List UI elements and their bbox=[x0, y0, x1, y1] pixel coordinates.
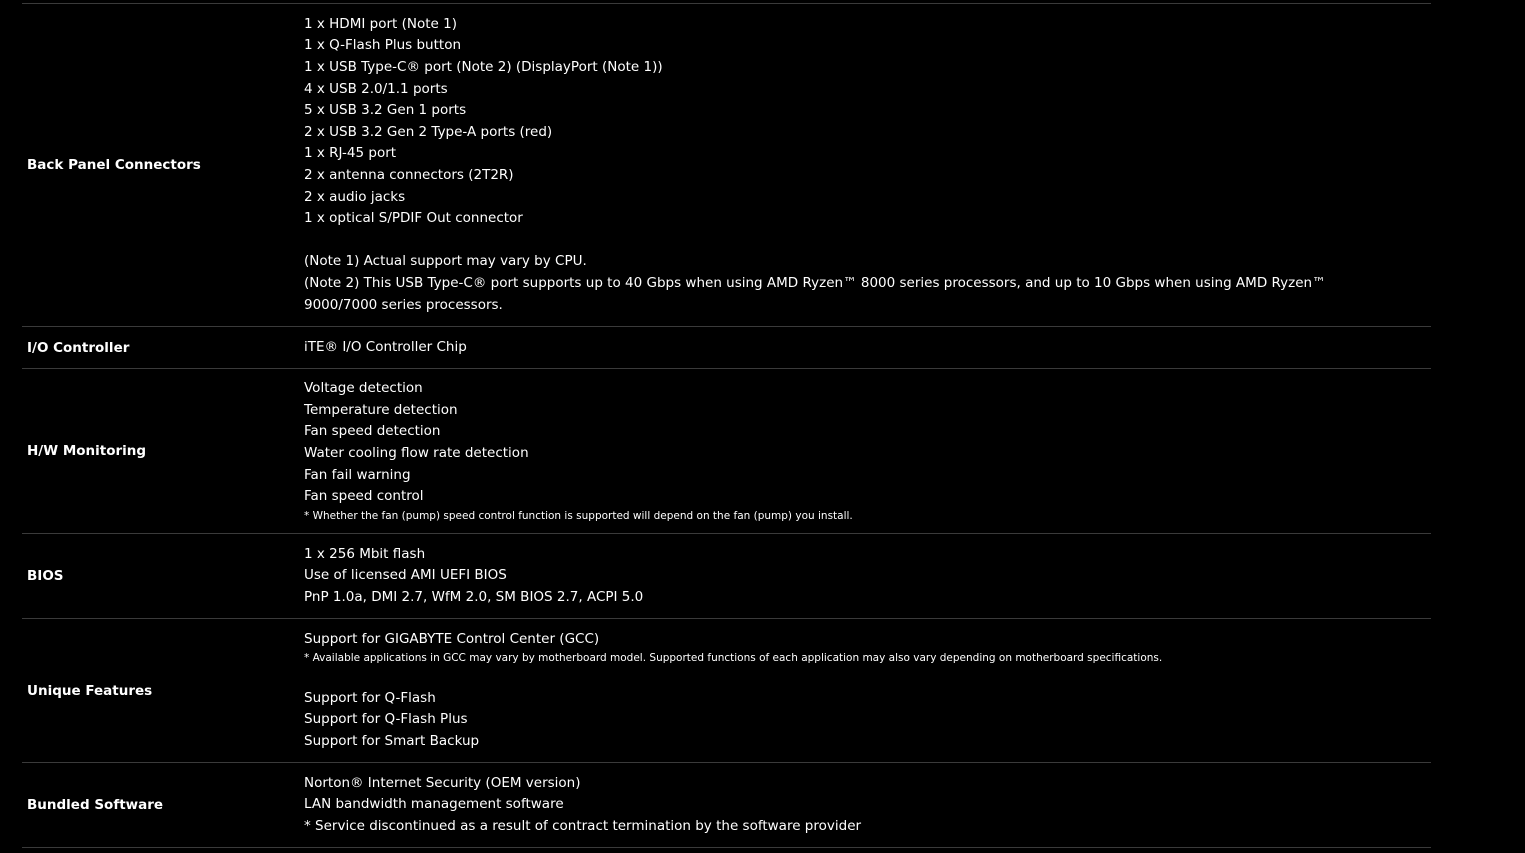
spec-row-io-controller bbox=[22, 327, 1431, 369]
spec-line: 1 x 256 Mbit flash bbox=[304, 545, 426, 562]
spec-label: H/W Monitoring bbox=[27, 443, 147, 459]
spec-line: Norton® Internet Security (OEM version) bbox=[304, 774, 581, 791]
spec-line: Water cooling flow rate detection bbox=[304, 445, 529, 461]
spec-line: Fan fail warning bbox=[304, 466, 411, 483]
spec-label: Bundled Software bbox=[27, 797, 164, 813]
spec-note: (Note 2) This USB Type-C® port supports up to 40 Gbps when using AMD Ryzen™ 8000 series processors, and up to 10 Gbps when using AMD Ryzen™ 9000/7000 series processors. bbox=[304, 274, 1326, 313]
spec-line: 2 x audio jacks bbox=[304, 188, 406, 205]
spec-line: 1 x RJ-45 port bbox=[304, 145, 397, 162]
spec-footnote: * Whether the fan (pump) speed control function is supported will depend on the fan (pump) you install. bbox=[304, 509, 853, 522]
spec-line: Support for Smart Backup bbox=[304, 732, 480, 749]
spec-line: 1 x optical S/PDIF Out connector bbox=[304, 210, 523, 227]
spec-line: 4 x USB 2.0/1.1 ports bbox=[304, 80, 448, 97]
spec-value bbox=[304, 378, 1431, 524]
spec-line: 5 x USB 3.2 Gen 1 ports bbox=[304, 102, 467, 119]
spec-line: PnP 1.0a, DMI 2.7, WfM 2.0, SM BIOS 2.7, ACPI 5.0 bbox=[304, 588, 644, 605]
spec-label: Back Panel Connectors bbox=[27, 157, 201, 173]
spec-value bbox=[304, 544, 1431, 609]
spec-line: Support for Q-Flash Plus bbox=[304, 711, 468, 728]
spec-row-unique-features bbox=[22, 619, 1431, 763]
spec-line: 1 x HDMI port (Note 1) bbox=[304, 15, 457, 32]
spec-line: Support for Q-Flash bbox=[304, 689, 436, 706]
spec-value bbox=[304, 629, 1431, 753]
spec-label: I/O Controller bbox=[27, 339, 130, 356]
spec-line: Use of licensed AMI UEFI BIOS bbox=[304, 567, 507, 584]
spec-line: * Service discontinued as a result of contract termination by the software provider bbox=[304, 817, 862, 834]
spec-line: 1 x USB Type-C® port (Note 2) (DisplayPort (Note 1)) bbox=[304, 59, 663, 76]
spec-label: Unique Features bbox=[27, 682, 153, 699]
spec-line: 2 x USB 3.2 Gen 2 Type-A ports (red) bbox=[304, 123, 553, 140]
spec-line: Temperature detection bbox=[304, 401, 458, 418]
spec-row-hw-monitoring bbox=[22, 369, 1431, 534]
spec-row-back-panel-connectors bbox=[22, 4, 1431, 327]
spec-value bbox=[304, 337, 1431, 359]
spec-line: 1 x Q-Flash Plus button bbox=[304, 37, 462, 54]
spec-row-bundled-software bbox=[22, 763, 1431, 848]
spec-line: Voltage detection bbox=[304, 380, 423, 397]
spec-line: LAN bandwidth management software bbox=[304, 796, 564, 813]
spec-line: 2 x antenna connectors (2T2R) bbox=[304, 167, 514, 183]
spec-line: Fan speed detection bbox=[304, 423, 441, 440]
spacer bbox=[304, 666, 1391, 688]
spec-label: BIOS bbox=[27, 568, 64, 584]
spec-row-bios bbox=[22, 534, 1431, 619]
spec-table bbox=[22, 3, 1431, 848]
spacer bbox=[304, 230, 1391, 252]
spec-note: (Note 1) Actual support may vary by CPU. bbox=[304, 253, 587, 270]
spec-line: Support for GIGABYTE Control Center (GCC) bbox=[304, 630, 600, 647]
spec-footnote: * Available applications in GCC may vary by motherboard model. Supported functions of each application may also vary depending on motherboard specifications. bbox=[304, 652, 1163, 665]
spec-value bbox=[304, 773, 1431, 838]
spec-value bbox=[304, 14, 1431, 316]
spec-line: iTE® I/O Controller Chip bbox=[304, 338, 467, 355]
spec-line: Fan speed control bbox=[304, 488, 424, 505]
